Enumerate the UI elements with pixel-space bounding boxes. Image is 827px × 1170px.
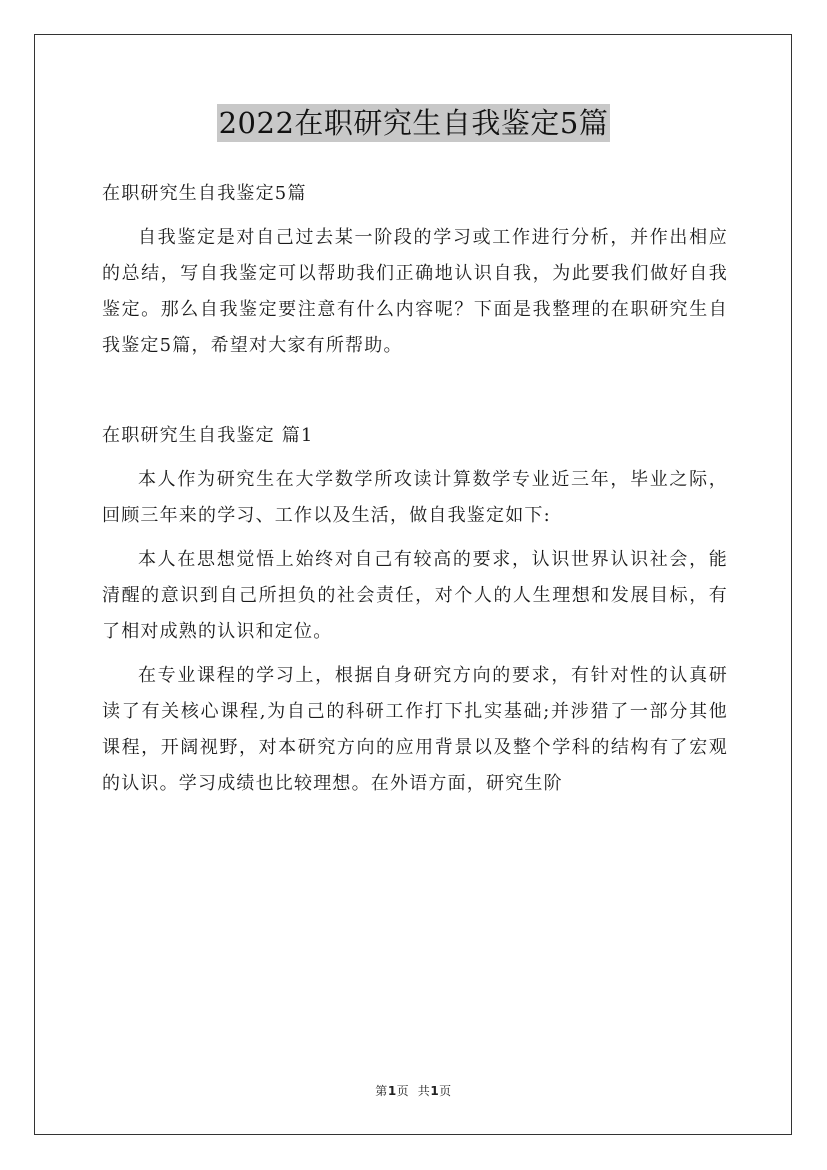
body-paragraph: 本人作为研究生在大学数学所攻读计算数学专业近三年，毕业之际，回顾三年来的学习、工作以及生活，做自我鉴定如下: bbox=[102, 469, 728, 526]
title-wrap bbox=[0, 104, 827, 142]
footer-suffix: 页 bbox=[439, 1084, 452, 1098]
footer-mid: 页 共 bbox=[396, 1084, 431, 1098]
footer-total-pages: 1 bbox=[430, 1084, 440, 1098]
footer-current-page: 1 bbox=[387, 1084, 397, 1098]
intro-heading: 在职研究生自我鉴定5篇 bbox=[102, 183, 307, 204]
intro-paragraph: 自我鉴定是对自己过去某一阶段的学习或工作进行分析，并作出相应的总结，写自我鉴定可以帮助我们正确地认识自我，为此要我们做好自我鉴定。那么自我鉴定要注意有什么内容呢？下面是我整理的在职研究生自我鉴定5篇，希望对大家有所帮助。 bbox=[102, 227, 728, 356]
section-heading: 在职研究生自我鉴定 篇1 bbox=[102, 425, 314, 446]
document-body bbox=[102, 176, 728, 802]
body-paragraph: 在专业课程的学习上，根据自身研究方向的要求，有针对性的认真研读了有关核心课程,为自己的科研工作打下扎实基础;并涉猎了一部分其他课程，开阔视野，对本研究方向的应用背景以及整个学科的结构有了宏观的认识。学习成绩也比较理想。在外语方面，研究生阶 bbox=[102, 665, 728, 794]
document-title: 2022在职研究生自我鉴定5篇 bbox=[218, 106, 609, 140]
footer-prefix: 第 bbox=[375, 1084, 388, 1098]
page-footer bbox=[0, 1082, 827, 1099]
body-paragraph: 本人在思想觉悟上始终对自己有较高的要求，认识世界认识社会，能清醒的意识到自己所担负的社会责任，对个人的人生理想和发展目标，有了相对成熟的认识和定位。 bbox=[102, 549, 728, 642]
